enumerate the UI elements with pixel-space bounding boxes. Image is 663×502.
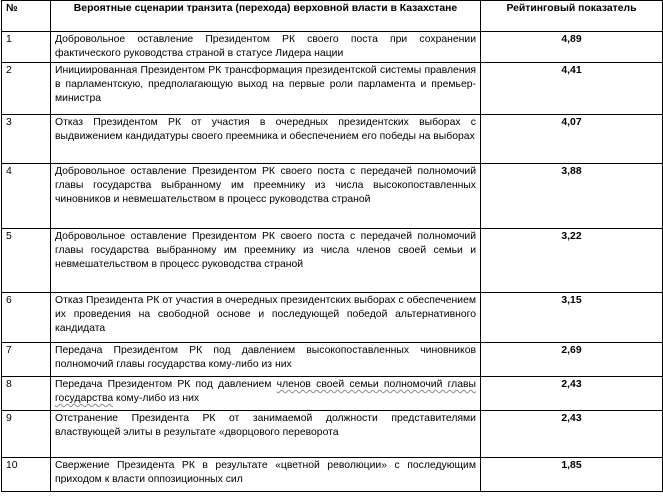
row-number: 5 <box>2 229 51 293</box>
scenario-text: Добровольное оставление Президентом РК своего поста с передачей полномочий главы государства выбранному им преемнику из числа членов своей семьи и невмешательством в процесс руководства страной <box>51 229 481 293</box>
transit-scenarios-table <box>1 0 663 492</box>
row-number: 10 <box>2 458 51 492</box>
spellcheck-marked-text: членов своей семьи полномочий главы государства <box>55 379 476 404</box>
rating-value: 3,88 <box>481 164 663 229</box>
table-row <box>2 293 663 343</box>
table-row <box>2 115 663 164</box>
scenario-text: Отказ Президента РК от участия в очередных президентских выборах с обеспечением их проведения на свободной основе и последующей победой альтернативного кандидата <box>51 293 481 343</box>
rating-value: 1,85 <box>481 458 663 492</box>
rating-value: 4,89 <box>481 32 663 63</box>
scenario-text: Отказ Президентом РК от участия в очередных президентских выборах с выдвижением кандидатуры своего преемника и обеспечением его победы на выборах <box>51 115 481 164</box>
column-header-rating: Рейтинговый показатель <box>481 1 663 32</box>
table-row <box>2 411 663 458</box>
scenario-text-part: кому-либо из них <box>113 393 200 404</box>
row-number: 3 <box>2 115 51 164</box>
rating-value: 4,41 <box>481 63 663 115</box>
row-number: 4 <box>2 164 51 229</box>
row-number: 6 <box>2 293 51 343</box>
scenario-text-part: Передача Президентом РК под давлением <box>55 379 277 390</box>
scenario-text: Добровольное оставление Президентом РК своего поста при сохранении фактического руководства страной в статусе Лидера нации <box>51 32 481 63</box>
column-header-scenario: Вероятные сценарии транзита (перехода) верховной власти в Казахстане <box>51 1 481 32</box>
rating-value: 2,43 <box>481 411 663 458</box>
rating-value: 2,43 <box>481 377 663 411</box>
table-row <box>2 229 663 293</box>
table-row <box>2 377 663 411</box>
table-header-row <box>2 1 663 32</box>
scenario-text: Отстранение Президента РК от занимаемой должности представителями властвующей элиты в результате «дворцового переворота <box>51 411 481 458</box>
table-row <box>2 32 663 63</box>
row-number: 8 <box>2 377 51 411</box>
scenario-text: Передача Президентом РК под давлением высокопоставленных чиновников полномочий главы государства кому-либо из них <box>51 343 481 377</box>
scenario-text: Инициированная Президентом РК трансформация президентской системы правления в парламентскую, предполагающую выход на первые роли парламента и премьер-министра <box>51 63 481 115</box>
rating-value: 3,22 <box>481 229 663 293</box>
row-number: 7 <box>2 343 51 377</box>
row-number: 2 <box>2 63 51 115</box>
scenario-text: Добровольное оставление Президентом РК своего поста с передачей полномочий главы государства выбранному им преемнику из числа высокопоставленных чиновников и невмешательством в процесс руководства страной <box>51 164 481 229</box>
table-row <box>2 343 663 377</box>
table-row <box>2 164 663 229</box>
rating-value: 4,07 <box>481 115 663 164</box>
table-row <box>2 458 663 492</box>
scenario-text <box>51 377 481 411</box>
rating-value: 3,15 <box>481 293 663 343</box>
rating-value: 2,69 <box>481 343 663 377</box>
row-number: 1 <box>2 32 51 63</box>
row-number: 9 <box>2 411 51 458</box>
column-header-number: № <box>2 1 51 32</box>
table-row <box>2 63 663 115</box>
scenario-text: Свержение Президента РК в результате «цветной революции» с последующим приходом к власти оппозиционных сил <box>51 458 481 492</box>
